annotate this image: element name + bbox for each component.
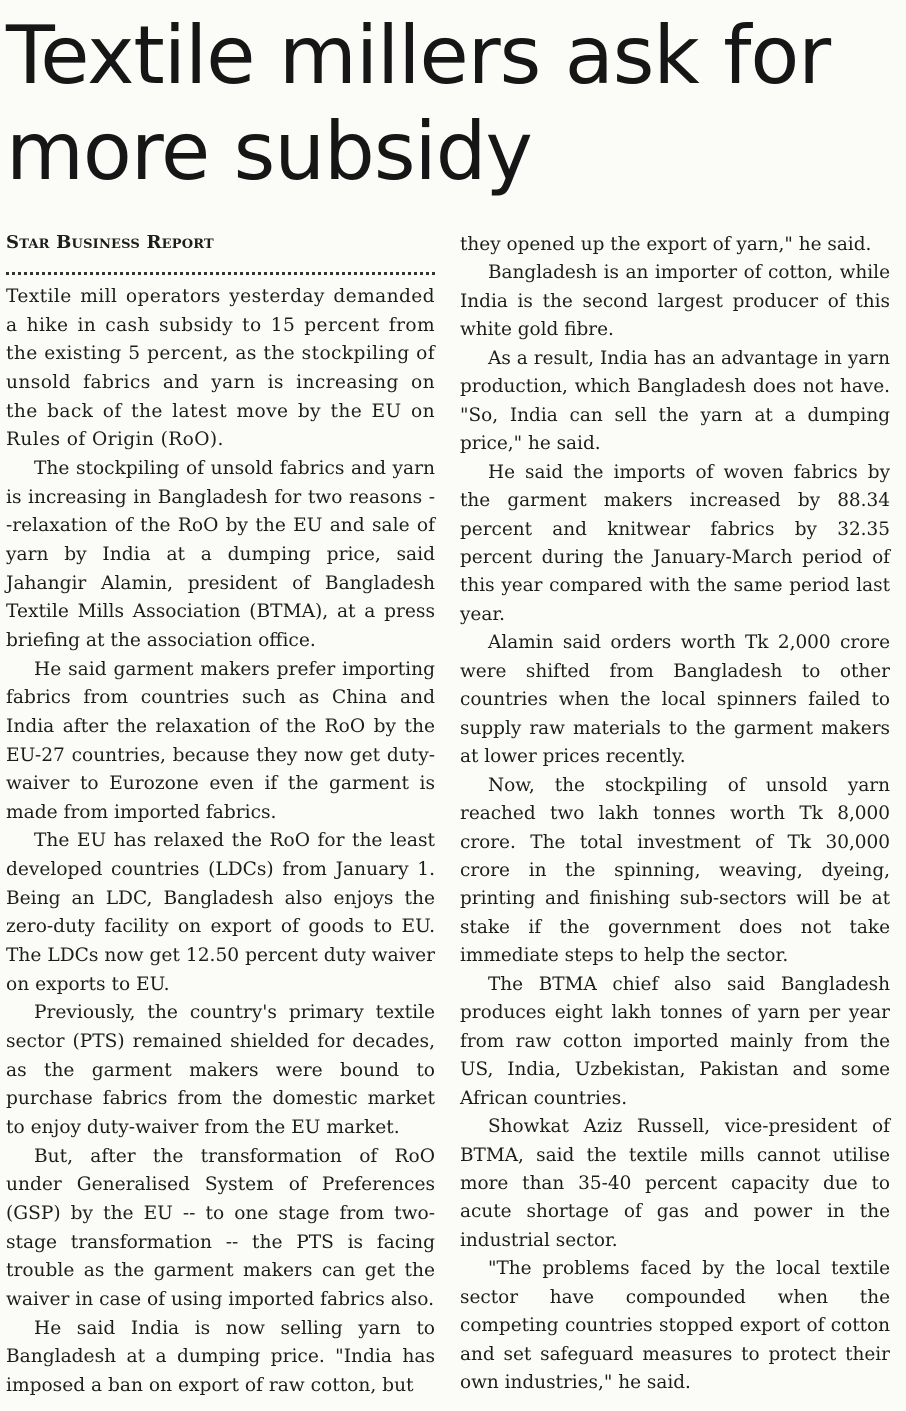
paragraph: Now, the stockpiling of unsold yarn reached two lakh tonnes worth Tk 8,000 crore. The total investment of Tk 30,000 crore in the spinning, weaving, dyeing, printing and finishing sub-sectors will be at stake if the government does not take immediate steps to help the sector. xyxy=(460,774,890,967)
paragraph: But, after the transformation of RoO under Generalised System of Preferences (GSP) by the EU -- to one stage from two-stage transformation -- the PTS is facing trouble as the garment makers can get the waiver in case of using imported fabrics also. xyxy=(6,1145,435,1310)
paragraph: He said India is now selling yarn to Bangladesh at a dumping price. "India has imposed a ban on export of raw cotton, but xyxy=(6,1317,435,1396)
right-column xyxy=(460,231,890,1398)
headline: Textile millers ask for more subsidy xyxy=(6,9,831,198)
dotted-divider xyxy=(6,263,435,275)
paragraph: The BTMA chief also said Bangladesh produces eight lakh tonnes of yarn per year from raw cotton imported mainly from the US, India, Uzbekistan, Pakistan and some African countries. xyxy=(460,973,890,1109)
paragraph: He said the imports of woven fabrics by the garment makers increased by 88.34 percent and knitwear fabrics by 32.35 percent during the January-March period of this year compared with the same period last year. xyxy=(460,461,890,625)
paragraph: Textile mill operators yesterday demanded a hike in cash subsidy to 15 percent from the existing 5 percent, as the stockpiling of unsold fabrics and yarn is increasing on the back of the latest move by the EU on Rules of Origin (RoO). xyxy=(6,286,435,451)
paragraph: The EU has relaxed the RoO for the least developed countries (LDCs) from January 1. Being an LDC, Bangladesh also enjoys the zero-duty facility on export of goods to EU. The LDCs now get 12.50 percent duty waiver on exports to EU. xyxy=(6,830,435,995)
paragraph: Previously, the country's primary textile sector (PTS) remained shielded for decades, as the garment makers were bound to purchase fabrics from the domestic market to enjoy duty-waiver from the EU market. xyxy=(6,1002,435,1139)
paragraph: The stockpiling of unsold fabrics and yarn is increasing in Bangladesh for two reasons --relaxation of the RoO by the EU and sale of yarn by India at a dumping price, said Jahangir Alamin, president of Bangladesh Textile Mills Association (BTMA), at a press briefing at the association office. xyxy=(6,457,435,651)
paragraph: As a result, India has an advantage in yarn production, which Bangladesh does not have. "So, India can sell the yarn at a dumping price," he said. xyxy=(460,347,890,455)
paragraph: Alamin said orders worth Tk 2,000 crore were shifted from Bangladesh to other countries when the local spinners failed to supply raw materials to the garment makers at lower prices recently. xyxy=(460,632,890,768)
paragraph: Bangladesh is an importer of cotton, while India is the second largest producer of this white gold fibre. xyxy=(460,262,890,341)
paragraph: He said garment makers prefer importing fabrics from countries such as China and India after the relaxation of the RoO by the EU-27 countries, because they now get duty-waiver to Eurozone even if the garment is made from imported fabrics. xyxy=(6,658,435,823)
paragraph: Showkat Aziz Russell, vice-president of BTMA, said the textile mills cannot utilise more than 35-40 percent capacity due to acute shortage of gas and power in the industrial sector. xyxy=(460,1116,890,1251)
paragraph-continued: they opened up the export of yarn," he said. xyxy=(460,234,872,255)
paragraph: "The problems faced by the local textile sector have compounded when the competing countries stopped export of cotton and set safeguard measures to protect their own industries," he said. xyxy=(460,1258,890,1394)
left-column xyxy=(6,231,435,1401)
byline: Star Business Report xyxy=(6,232,214,253)
